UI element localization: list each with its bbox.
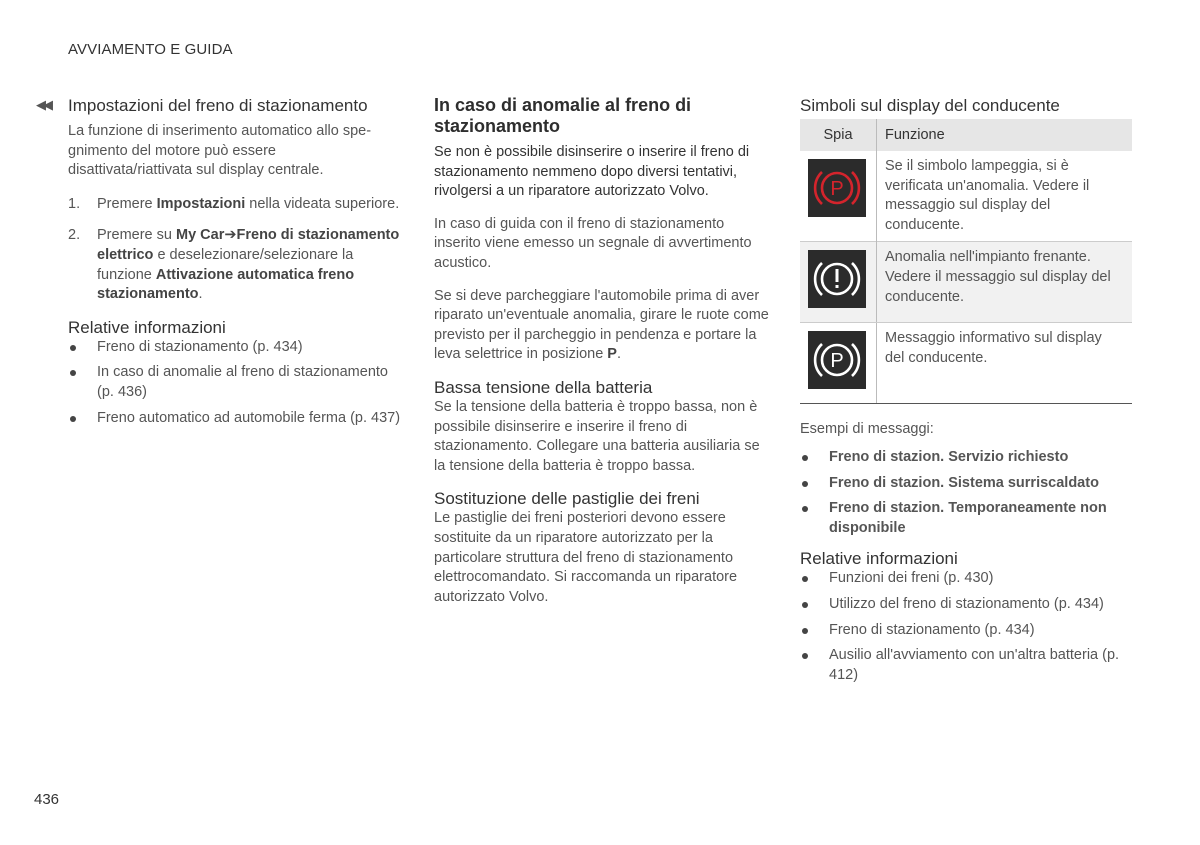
- symbols-table: [800, 119, 1132, 404]
- icon-cell: [800, 151, 877, 242]
- anomalies-para2: [434, 287, 770, 365]
- anomalies-para1: In caso di guida con il freno di stazionamento inserito viene emesso un segnale di avvertimento acustico.: [434, 215, 752, 271]
- column-settings: [68, 95, 404, 434]
- examples-label: Esempi di messaggi:: [800, 421, 934, 438]
- related-link-text[interactable]: Freno di stazionamento (p. 434): [829, 621, 1035, 638]
- section-header: AVVIAMENTO E GUIDA: [68, 41, 233, 58]
- example-message: Freno di stazion. Temporaneamente non disponibile: [829, 500, 1107, 536]
- related-list: [800, 569, 1132, 685]
- column-anomalies: [434, 95, 770, 607]
- svg-text:P: P: [830, 178, 844, 200]
- table-row: [800, 242, 1132, 323]
- list-item: [800, 474, 1132, 494]
- settings-intro: La funzione di inserimento automatico allo spe-gnimento del motore può essere disattivata/riattivata sul display centrale.: [68, 123, 372, 179]
- row-description: Anomalia nell'impianto frenante. Vedere il messaggio sul display del conducente.: [877, 242, 1133, 323]
- related-link-text[interactable]: Utilizzo del freno di stazionamento (p. 434): [829, 595, 1104, 612]
- row-description: Se il simbolo lampeggia, si è verificata un'anomalia. Vedere il messaggio sul display del conducente.: [885, 158, 1090, 233]
- related-list: [68, 338, 404, 428]
- examples-list: [800, 448, 1132, 538]
- bullet-icon: [802, 628, 808, 634]
- step-text: .: [198, 286, 203, 303]
- icon-cell: [800, 242, 877, 323]
- related-title: Relative informazioni: [68, 317, 226, 337]
- step-text: Premere: [97, 195, 157, 212]
- page-number: 436: [34, 791, 60, 808]
- step-bold: Impostazioni: [156, 195, 246, 212]
- related-link-text[interactable]: In caso di anomalie al freno di stazionamento (p. 436): [97, 364, 388, 400]
- related-link-text[interactable]: Freno di stazionamento (p. 434): [97, 338, 303, 355]
- arrow-right-icon: ➔: [224, 227, 237, 244]
- related-link[interactable]: [800, 595, 1132, 615]
- steps-list: [68, 195, 404, 305]
- settings-title: Impostazioni del freno di stazionamento: [68, 96, 368, 115]
- para-text: Se si deve parcheggiare l'automobile prima di aver riparato un'eventuale anomalia, girare le ruote come previsto per il parcheggio in pendenza e portare la leva selettrice in posizione: [434, 287, 769, 363]
- bullet-icon: [802, 506, 808, 512]
- step-number: 1.: [68, 195, 81, 212]
- column-header-spia: Spia: [800, 119, 877, 151]
- related-link-text[interactable]: Ausilio all'avviamento con un'altra batteria (p. 412): [829, 647, 1120, 683]
- anomalies-lead: Se non è possibile disinserire o inserire il freno di stazionamento nemmeno dopo diversi tentativi, rivolgersi a un riparatore autorizzato Volvo.: [434, 144, 750, 200]
- related-title: Relative informazioni: [800, 549, 958, 569]
- pads-text: Le pastiglie dei freni posteriori devono essere sostituite da un riparatore autorizzato per la particolare struttura del freno di stazionamento elettrocomandato. Si raccomanda un riparatore autorizzato Volvo.: [434, 510, 738, 605]
- related-link[interactable]: [68, 338, 404, 358]
- step-bold: Freno di stazionamento elettrico: [97, 227, 400, 263]
- related-link[interactable]: [68, 409, 404, 429]
- brake-fault-icon: [808, 250, 866, 308]
- pads-title: Sostituzione delle pastiglie dei freni: [434, 489, 700, 509]
- table-header-row: [800, 119, 1132, 151]
- column-symbols: [800, 95, 1132, 691]
- bullet-icon: [802, 653, 808, 659]
- step-2: [68, 226, 404, 304]
- related-link-text[interactable]: Freno automatico ad automobile ferma (p. 437): [97, 409, 401, 426]
- para-text: .: [616, 346, 621, 363]
- parking-brake-red-icon: [808, 159, 866, 217]
- list-item: [800, 448, 1132, 468]
- symbols-title: Simboli sul display del conducente: [800, 96, 1060, 115]
- bullet-icon: [70, 370, 76, 376]
- related-link[interactable]: [68, 363, 404, 402]
- row-description: Messaggio informativo sul display del conducente.: [877, 323, 1133, 404]
- table-row: [800, 323, 1132, 404]
- related-link-text[interactable]: Funzioni dei freni (p. 430): [829, 570, 994, 587]
- parking-brake-white-icon: [808, 331, 866, 389]
- column-header-funzione: Funzione: [877, 119, 1133, 151]
- bullet-icon: [70, 416, 76, 422]
- gear-position: P: [607, 346, 617, 363]
- bullet-icon: [70, 345, 76, 351]
- icon-cell: [800, 323, 877, 404]
- step-number: 2.: [68, 227, 81, 244]
- bullet-icon: [802, 602, 808, 608]
- bullet-icon: [802, 455, 808, 461]
- bullet-icon: [802, 481, 808, 487]
- step-bold: My Car: [175, 227, 225, 244]
- example-message: Freno di stazion. Sistema surriscaldato: [829, 474, 1099, 491]
- list-item: [800, 499, 1132, 538]
- step-bold: Attivazione automatica freno stazionamento: [97, 266, 355, 303]
- step-text: nella videata superiore.: [245, 195, 400, 212]
- related-link[interactable]: [800, 621, 1132, 641]
- step-text: Premere su: [97, 227, 176, 244]
- step-1: [68, 195, 404, 215]
- double-chevron-left-icon[interactable]: ◀◀: [36, 97, 50, 112]
- related-link[interactable]: [800, 569, 1132, 589]
- bullet-icon: [802, 576, 808, 582]
- step-text: e deselezionare/selezionare la funzione: [97, 246, 354, 283]
- battery-title: Bassa tensione della batteria: [434, 377, 653, 397]
- example-message: Freno di stazion. Servizio richiesto: [829, 448, 1069, 465]
- related-link[interactable]: [800, 646, 1132, 685]
- svg-text:P: P: [830, 350, 844, 373]
- table-row: [800, 151, 1132, 242]
- battery-text: Se la tensione della batteria è troppo bassa, non è possibile disinserire e inserire il freno di stazionamento. Collegare una batteria ausiliaria se la tensione della batteria è troppo bassa.: [434, 398, 760, 474]
- anomalies-title: In caso di anomalie al freno di stazionamento: [434, 95, 692, 136]
